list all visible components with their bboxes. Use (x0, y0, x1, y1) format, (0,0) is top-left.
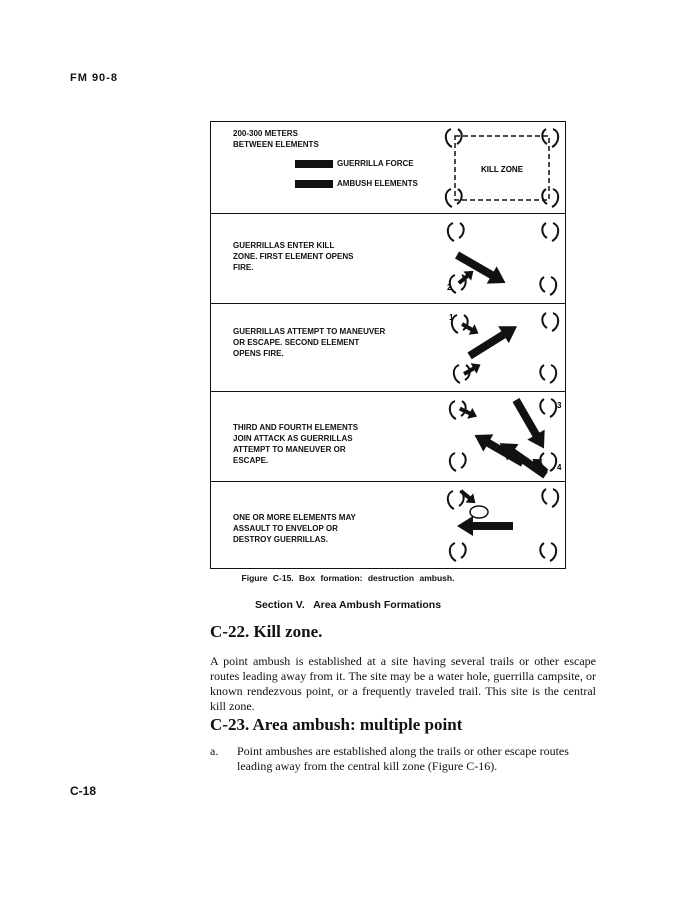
step-3-line-3: ATTEMPT TO MANEUVER OR (233, 445, 346, 454)
distance-label-1: 200-300 METERS (233, 129, 298, 138)
heading-c23: C-23. Area ambush: multiple point (210, 715, 463, 734)
step-4-line-1: ONE OR MORE ELEMENTS MAY (233, 513, 356, 522)
step-1-diagram (435, 214, 565, 304)
section-title: Section V. Area Ambush Formations (254, 599, 442, 611)
step-2-line-3: OPENS FIRE. (233, 349, 284, 358)
ambush-fire-arrow (461, 359, 483, 379)
panel-step-1 (211, 214, 565, 304)
panel-legend (211, 122, 565, 214)
step-3-diagram (435, 392, 565, 482)
kill-zone-label: KILL ZONE (480, 165, 524, 174)
guerrilla-force-arrow (457, 516, 513, 536)
element-number: 1 (449, 313, 454, 322)
guerrilla-force-arrow (469, 426, 527, 471)
ambush-element-icon (542, 489, 558, 507)
paragraph-c22: A point ambush is established at a site having several trails or other escape routes leading away from it. The site may be a water hole, guerrilla campsite, or known rendezvous point, or a frequently traveled trail. This site is the central kill zone. (210, 654, 596, 713)
page-header: FM 90-8 (70, 72, 118, 84)
panel-step-3 (211, 392, 565, 482)
ambush-element-icon (450, 453, 466, 471)
figure-c15 (210, 121, 566, 569)
envelop-icon (470, 506, 488, 518)
panel-step-4 (211, 482, 565, 570)
legend-guerrilla-label: GUERRILLA FORCE (337, 159, 414, 168)
element-number: 2 (447, 283, 452, 292)
ambush-fire-arrow (457, 403, 479, 422)
list-item-text: Point ambushes are established along the trails or other escape routes leading away from the central kill zone (Figure C-16). (237, 744, 569, 773)
ambush-element-icon (542, 223, 558, 241)
step-4-diagram (435, 482, 565, 570)
ambush-element-icon (450, 543, 466, 561)
list-item-label: a. (210, 744, 219, 758)
ambush-element-icon (446, 189, 462, 207)
guerrilla-force-arrow (452, 246, 510, 291)
step-1-line-2: ZONE. FIRST ELEMENT OPENS (233, 252, 354, 261)
page-number: C-18 (70, 784, 97, 798)
ambush-element-icon (540, 365, 556, 383)
ambush-element-icon (540, 543, 556, 561)
ambush-element-icon (542, 189, 558, 207)
step-4-line-3: DESTROY GUERRILLAS. (233, 535, 328, 544)
element-number: 4 (557, 463, 562, 472)
guerrilla-force-arrow (464, 318, 522, 365)
heading-c22: C-22. Kill zone. (210, 622, 323, 641)
ambush-element-icon (446, 129, 462, 147)
ambush-element-icon (540, 277, 556, 295)
distance-label-2: BETWEEN ELEMENTS (233, 140, 319, 149)
panel-step-2 (211, 304, 565, 392)
step-1-line-3: FIRE. (233, 263, 254, 272)
element-number: 3 (557, 401, 562, 410)
step-4-line-2: ASSAULT TO ENVELOP OR (233, 524, 338, 533)
step-2-line-2: OR ESCAPE. SECOND ELEMENT (233, 338, 360, 347)
ambush-element-icon (542, 129, 558, 147)
legend-guerrilla (295, 159, 414, 168)
ambush-element-icon (540, 399, 556, 417)
ambush-element-icon (542, 313, 558, 331)
list-item-a (210, 744, 596, 774)
kill-zone-diagram (435, 122, 565, 214)
guerrilla-force-bar (295, 160, 333, 168)
legend-ambush (295, 179, 418, 188)
ambush-element-icon (448, 223, 464, 241)
step-1-line-1: GUERRILLAS ENTER KILL (233, 241, 335, 250)
ambush-fire-arrow (459, 319, 481, 339)
step-2-diagram (435, 304, 565, 392)
step-3-line-4: ESCAPE. (233, 456, 269, 465)
figure-caption: Figure C-15. Box formation: destruction ambush. (241, 573, 455, 583)
legend-ambush-label: AMBUSH ELEMENTS (337, 179, 418, 188)
step-3-line-2: JOIN ATTACK AS GUERRILLAS (233, 434, 353, 443)
ambush-elements-bar (295, 180, 333, 188)
step-3-line-1: THIRD AND FOURTH ELEMENTS (233, 423, 359, 432)
step-2-line-1: GUERRILLAS ATTEMPT TO MANEUVER (233, 327, 386, 336)
